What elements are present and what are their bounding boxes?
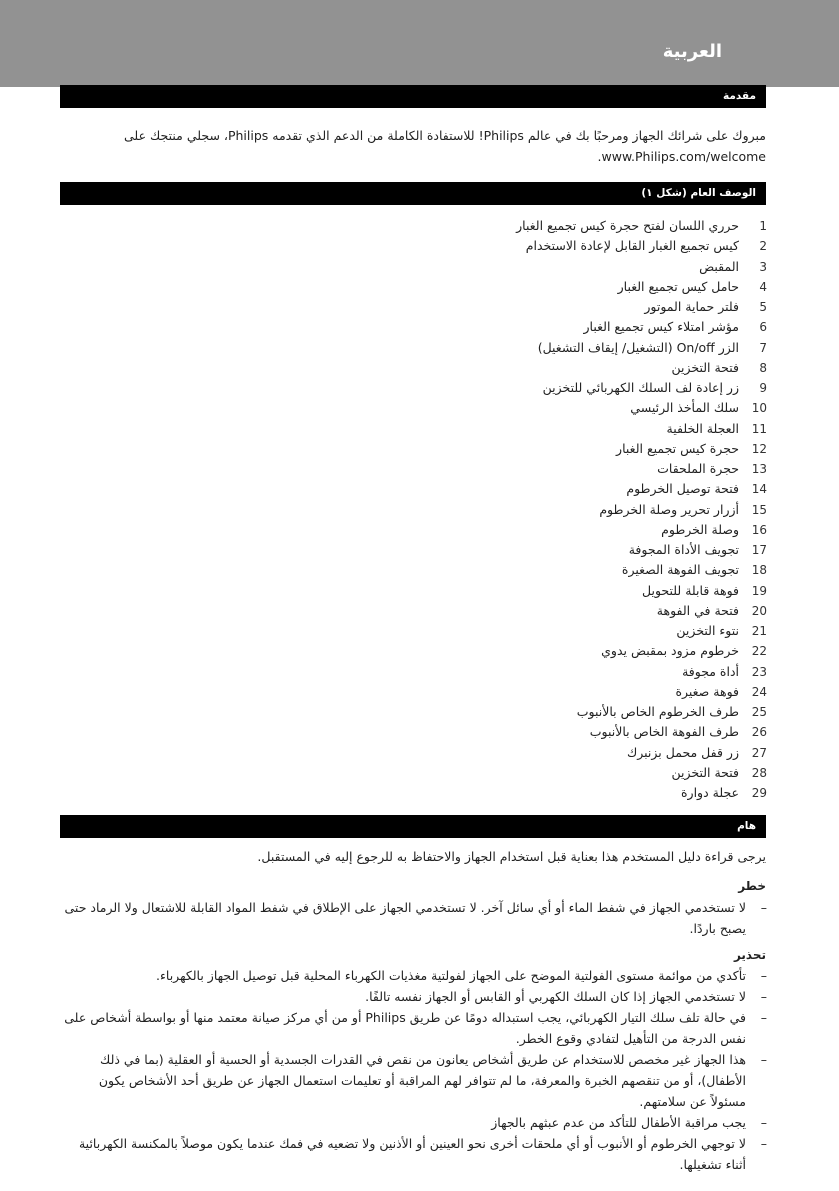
part-number: 7 <box>759 340 767 355</box>
part-item <box>267 722 767 742</box>
part-item <box>267 702 767 722</box>
part-label: خرطوم مزود بمقبض يدوي <box>601 643 739 659</box>
bullet-item <box>60 986 766 1007</box>
bullet-text: في حالة تلف سلك التيار الكهربائي، يجب استبداله دومًا عن طريق Philips أو من أي مركز صيانة معتمد منها أو بواسطة أشخاص على نفس الدرجة من التأهيل لتفادي وقوع الخطر. <box>64 1010 746 1046</box>
part-number: 26 <box>751 725 767 740</box>
part-number: 22 <box>751 644 767 659</box>
part-number: 13 <box>751 462 767 476</box>
part-label: فوهة قابلة للتحويل <box>642 582 739 598</box>
part-label: طرف الخرطوم الخاص بالأنبوب <box>576 704 739 719</box>
important-intro: يرجى قراءة دليل المستخدم هذا بعناية قبل استخدام الجهاز والاحتفاظ به للرجوع إليه في المستقبل. <box>257 849 766 864</box>
part-label: أداة مجوفة <box>682 663 739 679</box>
part-number: 6 <box>759 320 767 335</box>
part-item <box>267 682 767 702</box>
language-title: العربية <box>662 41 722 62</box>
part-number: 24 <box>751 684 767 699</box>
part-item <box>267 338 767 358</box>
bullet-item <box>60 1049 766 1112</box>
part-number: 9 <box>759 381 767 395</box>
part-item <box>267 560 767 580</box>
part-label: سلك المأخذ الرئيسي <box>630 400 739 416</box>
part-item <box>267 520 767 540</box>
part-number: 10 <box>751 401 767 416</box>
welcome-link[interactable]: www.Philips.com/welcome. <box>597 149 766 164</box>
bullet-item <box>60 897 766 939</box>
intro-section-bar: مقدمة <box>60 85 766 108</box>
part-label: فتحة في الفوهة <box>656 602 739 618</box>
part-label: المقبض <box>699 258 739 274</box>
part-label: فلتر حماية الموتور <box>644 299 739 314</box>
part-label: أزرار تحرير وصلة الخرطوم <box>599 501 739 517</box>
bullet-dash: – <box>760 900 767 915</box>
description-section-bar: الوصف العام (شكل ١) <box>60 182 766 205</box>
part-label: عجلة دوارة <box>680 785 739 800</box>
part-number: 18 <box>751 563 767 578</box>
part-number: 29 <box>751 786 767 800</box>
part-item <box>267 540 767 560</box>
bullet-dash: – <box>760 989 767 1004</box>
bullet-item <box>60 1007 766 1049</box>
part-label: حجرة كيس تجميع الغبار <box>616 440 739 456</box>
part-number: 1 <box>759 219 767 233</box>
warning-heading: تحذير <box>733 948 766 962</box>
part-item <box>267 641 767 661</box>
part-item <box>267 236 767 256</box>
part-label: زر قفل محمل بزنبرك <box>626 744 739 760</box>
part-item <box>267 621 767 641</box>
part-label: حجرة الملحقات <box>657 461 739 476</box>
part-number: 15 <box>751 502 767 517</box>
part-item <box>267 581 767 601</box>
part-number: 14 <box>751 482 767 497</box>
bullet-dash: – <box>760 1010 767 1025</box>
warning-list <box>60 965 766 1175</box>
part-label: فتحة التخزين <box>671 359 739 375</box>
part-number: 19 <box>751 583 767 598</box>
part-label: مؤشر امتلاء كيس تجميع الغبار <box>583 319 739 335</box>
part-label: حرري اللسان لفتح حجرة كيس تجميع الغبار <box>516 218 739 233</box>
intro-paragraph <box>60 125 766 167</box>
part-label: وصلة الخرطوم <box>661 521 739 537</box>
bullet-item <box>60 1133 766 1175</box>
part-label: نتوء التخزين <box>676 623 739 638</box>
part-label: كيس تجميع الغبار القابل لإعادة الاستخدام <box>525 238 739 254</box>
part-item <box>267 398 767 418</box>
important-section-bar: هام <box>60 815 766 838</box>
parts-list <box>267 216 767 803</box>
part-item <box>267 358 767 378</box>
part-item <box>267 783 767 803</box>
part-label: تجويف الأداة المجوفة <box>628 542 739 557</box>
part-number: 28 <box>751 765 767 780</box>
part-label: العجلة الخلفية <box>666 420 739 436</box>
part-number: 4 <box>759 279 767 294</box>
bullet-text: لا تستخدمي الجهاز إذا كان السلك الكهربي أو القابس أو الجهاز نفسه تالفًا. <box>365 989 746 1004</box>
part-number: 8 <box>759 360 767 375</box>
part-label: حامل كيس تجميع الغبار <box>617 278 739 294</box>
part-label: فوهة صغيرة <box>675 683 739 699</box>
part-item <box>267 297 767 317</box>
part-number: 3 <box>759 259 767 274</box>
bullet-dash: – <box>760 1136 767 1151</box>
part-number: 16 <box>751 522 767 537</box>
part-item <box>267 277 767 297</box>
bullet-text: لا تستخدمي الجهاز في شفط الماء أو أي سائل آخر. لا تستخدمي الجهاز على الإطلاق في شفط المواد القابلة للاشتعال ولا الرماد حتى يصبح باردًا. <box>64 900 746 936</box>
part-item <box>267 763 767 783</box>
part-item <box>267 743 767 763</box>
bullet-text: لا توجهي الخرطوم أو الأنبوب أو أي ملحقات أخرى نحو العينين أو الأذنين ولا تضعيه في فمك عندما يكون موصلاً بالمكنسة الكهربائية أثناء تشغيلها. <box>78 1136 746 1172</box>
part-item <box>267 257 767 277</box>
part-number: 17 <box>751 543 767 557</box>
part-item <box>267 439 767 459</box>
part-number: 11 <box>751 421 767 436</box>
part-item <box>267 378 767 398</box>
part-item <box>267 601 767 621</box>
part-item <box>267 419 767 439</box>
bullet-text: تأكدي من موائمة مستوى الفولتية الموضح على الجهاز لفولتية مغذيات الكهرباء المحلية قبل توصيل الجهاز بالكهرباء. <box>156 968 746 983</box>
part-item <box>267 317 767 337</box>
part-item <box>267 479 767 499</box>
danger-list <box>60 897 766 939</box>
bullet-text: هذا الجهاز غير مخصص للاستخدام عن طريق أشخاص يعانون من نقص في القدرات الجسدية أو الحسية أو العقلية (بما في ذلك الأطفال)، أو من تنقصهم الخبرة والمعرفة، ما لم تتوافر لهم المراقبة أو تعليمات استعمال الجهاز عن طريق أحد الأشخاص يكون مسئولاً عن سلامتهم. <box>98 1052 746 1109</box>
part-number: 25 <box>751 705 767 719</box>
bullet-text: يجب مراقبة الأطفال للتأكد من عدم عبثهم بالجهاز <box>491 1115 746 1130</box>
part-label: فتحة توصيل الخرطوم <box>626 481 739 497</box>
part-item <box>267 500 767 520</box>
bullet-item <box>60 965 766 986</box>
part-number: 5 <box>759 300 767 314</box>
part-label: فتحة التخزين <box>671 764 739 780</box>
part-label: طرف الفوهة الخاص بالأنبوب <box>589 724 739 740</box>
part-item <box>267 459 767 479</box>
bullet-item <box>60 1112 766 1133</box>
bullet-dash: – <box>760 968 767 983</box>
intro-text: مبروك على شرائك الجهاز ومرحبًا بك في عالم Philips! للاستفادة الكاملة من الدعم الذي تقدمه Philips، سجلي منتجك على <box>124 128 766 143</box>
part-number: 23 <box>751 664 767 679</box>
part-label: زر إعادة لف السلك الكهربائي للتخزين <box>542 380 739 395</box>
part-item <box>267 662 767 682</box>
part-number: 20 <box>751 603 767 618</box>
bullet-dash: – <box>760 1052 767 1067</box>
part-number: 21 <box>751 624 767 638</box>
danger-heading: خطر <box>738 879 766 893</box>
part-number: 12 <box>751 441 767 456</box>
part-number: 2 <box>759 239 767 254</box>
part-number: 27 <box>751 745 767 760</box>
part-item <box>267 216 767 236</box>
part-label: تجويف الفوهة الصغيرة <box>621 562 739 578</box>
part-label: الزر On/off (التشغيل/ إيقاف التشغيل) <box>537 339 739 355</box>
bullet-dash: – <box>760 1115 767 1130</box>
